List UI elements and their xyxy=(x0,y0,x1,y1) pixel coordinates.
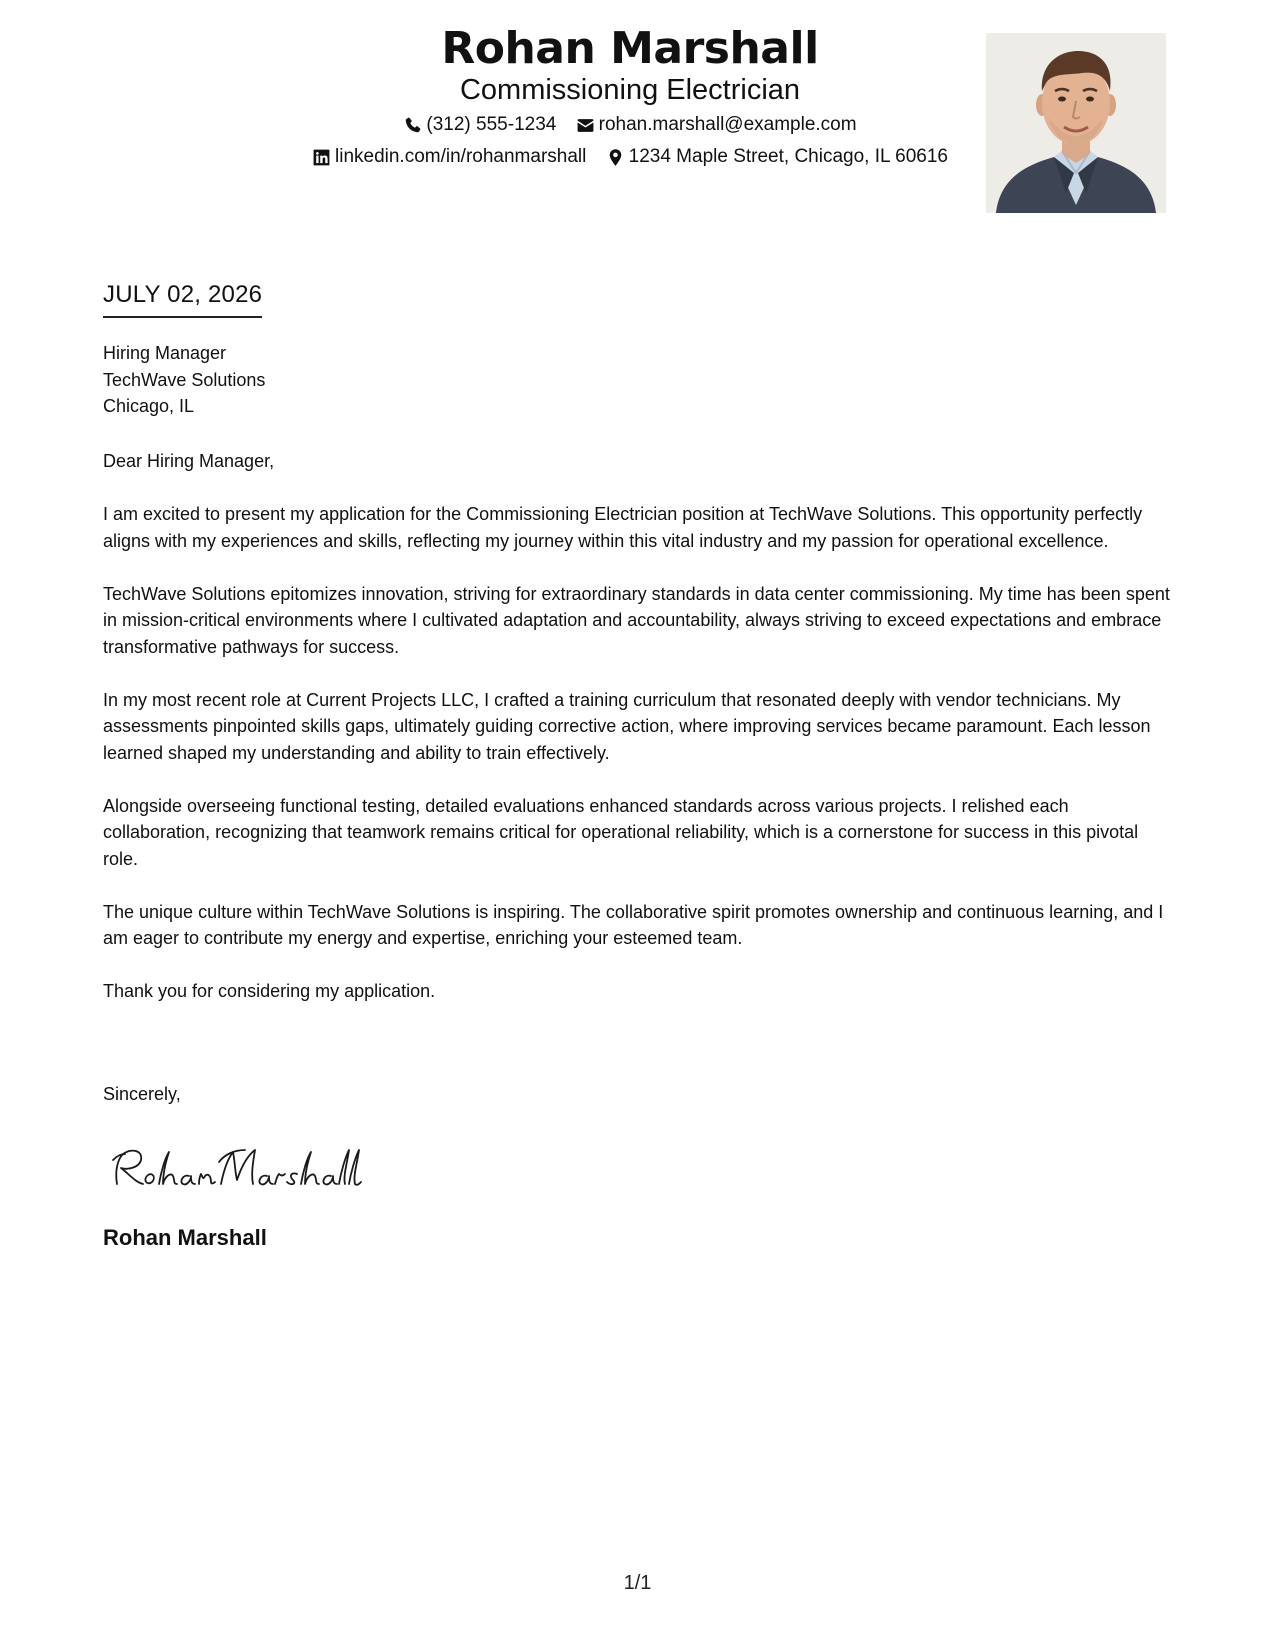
recipient-company: TechWave Solutions xyxy=(103,369,266,390)
phone-icon xyxy=(403,116,422,135)
contact-email[interactable] xyxy=(576,112,857,138)
paragraph-2: TechWave Solutions epitomizes innovation, striving for extraordinary standards in data center commissioning. My time has been spent in mission-critical environments where I cultivated adaptation and accountability, always striving to exceed expectations and embrace transformative pathways for success. xyxy=(103,583,1170,657)
recipient-block xyxy=(103,340,265,420)
linkedin-text: linkedin.com/in/rohanmarshall xyxy=(335,146,587,167)
contact-row-primary xyxy=(200,112,1060,143)
map-pin-icon xyxy=(606,148,625,167)
paragraph-4: Alongside overseeing functional testing, detailed evaluations enhanced standards across various projects. I relished each collaboration, recognizing that teamwork remains critical for operational reliability, which is a cornerstone for success in this pivotal role. xyxy=(103,795,1139,869)
email-text: rohan.marshall@example.com xyxy=(598,114,857,135)
envelope-icon xyxy=(576,116,595,135)
profile-photo xyxy=(986,33,1166,213)
applicant-title: Commissioning Electrician xyxy=(459,74,801,106)
handwritten-signature xyxy=(103,1140,363,1195)
closing-line: Sincerely, xyxy=(103,1084,181,1104)
contact-row-secondary xyxy=(200,144,1060,175)
paragraph-3: In my most recent role at Current Projects LLC, I crafted a training curriculum that resonated deeply with vendor technicians. My assessments pinpointed skills gaps, ultimately guiding corrective action, where improving services became paramount. Each lesson learned shaped my understanding and ability to train effectively. xyxy=(103,689,1151,763)
signer-name: Rohan Marshall xyxy=(103,1225,267,1250)
paragraph-1: I am excited to present my application for the Commissioning Electrician position at TechWave Solutions. This opportunity perfectly aligns with my experiences and skills, reflecting my journey within this vital industry and my passion for operational excellence. xyxy=(103,504,1143,551)
applicant-name: Rohan Marshall xyxy=(441,23,819,74)
contact-phone[interactable] xyxy=(403,112,556,138)
page-number: 1/1 xyxy=(623,1572,652,1594)
contact-address xyxy=(606,144,948,170)
letter-body xyxy=(103,448,1178,1031)
paragraph-5: The unique culture within TechWave Solutions is inspiring. The collaborative spirit promotes ownership and continuous learning, and I am eager to contribute my energy and expertise, enriching your esteemed team. xyxy=(103,901,1164,948)
letter-date: JULY 02, 2026 xyxy=(103,280,262,318)
address-text: 1234 Maple Street, Chicago, IL 60616 xyxy=(628,146,948,167)
salutation: Dear Hiring Manager, xyxy=(103,451,275,471)
phone-text: (312) 555-1234 xyxy=(426,114,557,135)
linkedin-icon xyxy=(312,148,331,167)
recipient-name: Hiring Manager xyxy=(103,343,227,363)
signature-image xyxy=(103,1140,363,1195)
recipient-location: Chicago, IL xyxy=(103,396,195,416)
paragraph-6: Thank you for considering my application. xyxy=(103,981,436,1001)
letter-header xyxy=(0,0,1275,220)
contact-linkedin[interactable] xyxy=(312,144,586,170)
portrait-image xyxy=(986,33,1166,213)
